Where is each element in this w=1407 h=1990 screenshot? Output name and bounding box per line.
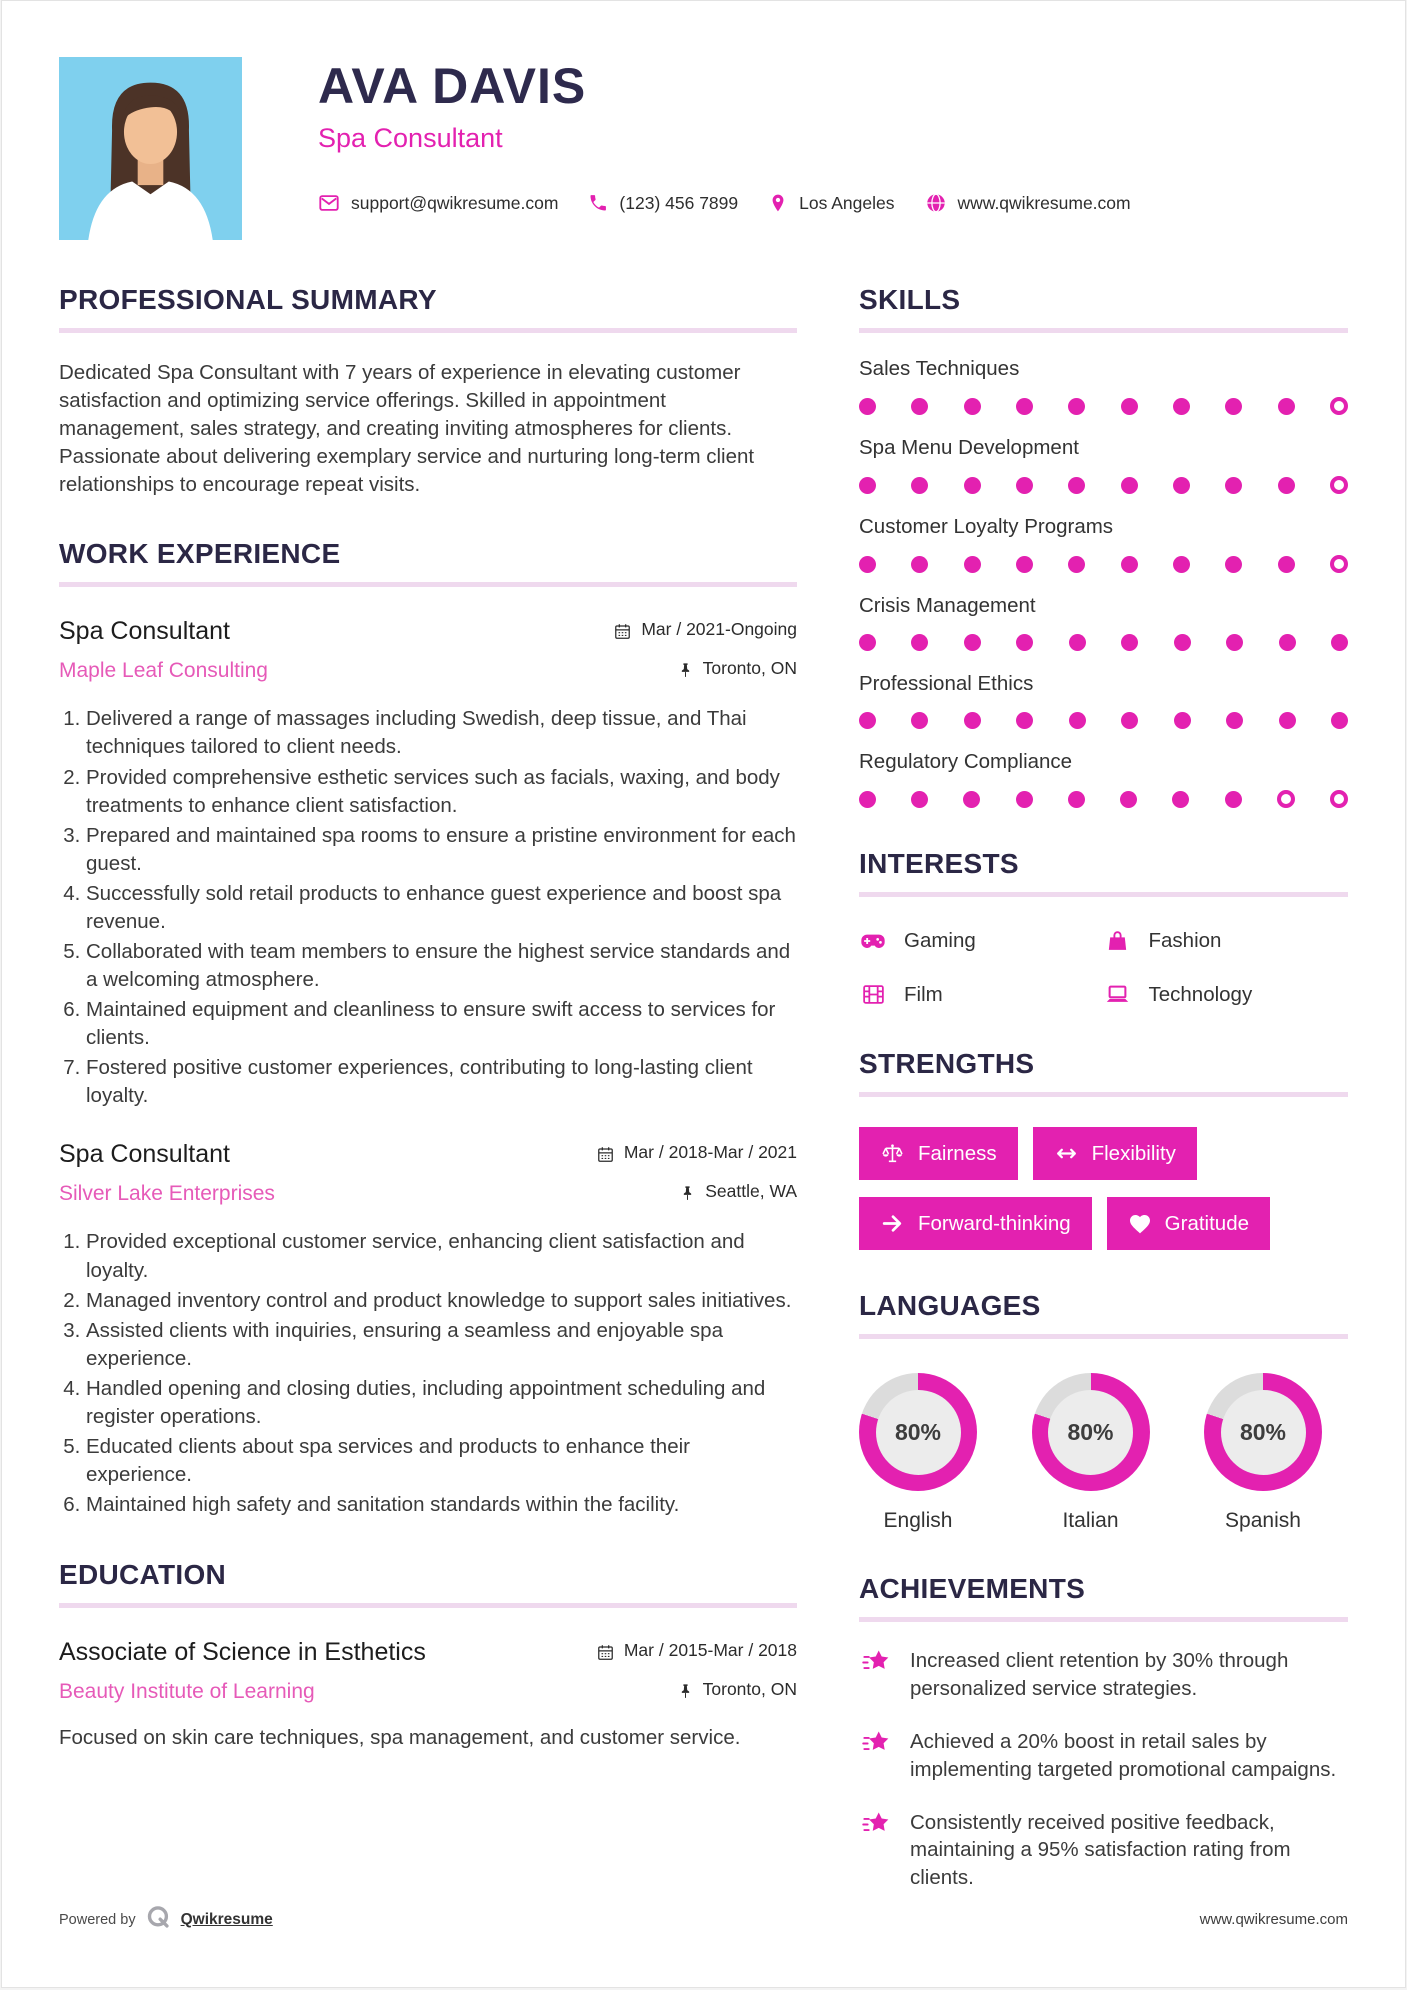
section-divider (859, 1334, 1348, 1339)
skill-dot (1016, 634, 1033, 651)
section-title-work: WORK EXPERIENCE (59, 538, 341, 570)
job-location-text: Toronto, ON (702, 658, 797, 679)
skill-dot (1121, 634, 1138, 651)
strength-badge (1033, 1127, 1197, 1180)
job-location (679, 1181, 797, 1202)
section-title-education: EDUCATION (59, 1559, 227, 1591)
education-dates (596, 1640, 797, 1661)
skill-name: Professional Ethics (859, 672, 1034, 695)
strengths-section (859, 1048, 1348, 1250)
language-donut (1032, 1373, 1150, 1491)
skill-dot (859, 791, 876, 808)
skill-dot (1279, 712, 1296, 729)
skill-dot (1174, 712, 1191, 729)
language-donut (1204, 1373, 1322, 1491)
gamepad-icon (859, 927, 887, 955)
strength-label: Gratitude (1164, 1211, 1249, 1235)
skill-dot (1226, 634, 1243, 651)
star-badge-icon (859, 1647, 893, 1703)
calendar-icon (596, 1643, 615, 1662)
skill-dot (1330, 476, 1348, 494)
skill-dot (1279, 634, 1296, 651)
skill-rating (859, 555, 1348, 573)
section-title-languages: LANGUAGES (859, 1290, 1041, 1321)
achievements-list (859, 1647, 1348, 1892)
company-name: Silver Lake Enterprises (59, 1182, 275, 1206)
email-icon (318, 192, 340, 214)
skill-dot (911, 398, 928, 415)
education-section (59, 1559, 797, 1752)
section-divider (859, 328, 1348, 333)
skill-item (859, 515, 1348, 573)
laptop-icon (1104, 981, 1132, 1008)
skill-dot (1278, 477, 1295, 494)
right-column (859, 284, 1348, 1932)
interest-item (1104, 927, 1349, 955)
contact-item (768, 193, 894, 214)
job-dates (596, 1142, 797, 1163)
education-location-text: Toronto, ON (702, 1679, 797, 1700)
qwikresume-logo-icon (145, 1904, 172, 1935)
skill-dot (1068, 398, 1085, 415)
skill-dot (1121, 398, 1138, 415)
skill-dot (1069, 712, 1086, 729)
section-divider (59, 582, 797, 587)
skill-dot (1331, 634, 1348, 651)
job-bullets (59, 1228, 797, 1519)
skill-rating (859, 790, 1348, 808)
achievement-item (859, 1728, 1348, 1784)
skill-dot (1121, 477, 1138, 494)
skill-dot (1277, 790, 1295, 808)
skill-dot (1121, 712, 1138, 729)
language-name: English (883, 1509, 953, 1532)
language-name: Italian (1062, 1509, 1119, 1532)
phone-icon (588, 193, 608, 213)
calendar-icon (596, 1145, 615, 1164)
star-badge-icon (859, 1809, 893, 1893)
skill-dot (911, 556, 928, 573)
profile-photo (59, 57, 242, 240)
person-name: AVA DAVIS (318, 58, 587, 114)
interest-label: Gaming (904, 929, 976, 952)
interests-section (859, 848, 1348, 1008)
skill-dot (859, 398, 876, 415)
skill-rating (859, 476, 1348, 494)
header (2, 1, 1405, 240)
language-item (1204, 1373, 1322, 1533)
skill-dot (964, 712, 981, 729)
achievement-text: Consistently received positive feedback, maintaining a 95% satisfaction rating from clients. (910, 1810, 1291, 1890)
skill-dot (1172, 791, 1189, 808)
contact-text: (123) 456 7899 (619, 192, 739, 213)
section-divider (859, 1617, 1348, 1622)
skill-name: Customer Loyalty Programs (859, 515, 1114, 538)
skill-dot (1225, 556, 1242, 573)
language-donut (859, 1373, 977, 1491)
skill-dot (964, 634, 981, 651)
skill-dot (1278, 556, 1295, 573)
job-bullet: 1. Provided exceptional customer service, enhancing client satisfaction and loyalty. (86, 1228, 797, 1284)
location-icon (768, 193, 788, 213)
calendar-icon (613, 622, 632, 641)
strength-badge (1107, 1197, 1270, 1250)
interest-item (1104, 981, 1349, 1008)
skill-dot (1330, 790, 1348, 808)
skill-dot (859, 556, 876, 573)
skill-item (859, 672, 1348, 729)
job-bullet: 5. Educated clients about spa services and products to enhance their experience. (86, 1433, 797, 1489)
skills-section (859, 284, 1348, 808)
skill-dot (1068, 556, 1085, 573)
skill-dot (963, 791, 980, 808)
job-bullet: 1. Delivered a range of massages including Swedish, deep tissue, and Thai techniques tailored to client needs. (86, 705, 797, 761)
star-badge-icon (859, 1728, 893, 1784)
left-column (59, 284, 797, 1932)
skill-dot (1226, 712, 1243, 729)
skill-dot (1068, 791, 1085, 808)
skill-name: Sales Techniques (859, 357, 1020, 380)
job-entry (59, 1140, 797, 1519)
language-item (859, 1373, 977, 1533)
powered-by-text: Powered by (59, 1911, 136, 1928)
skill-dot (1016, 712, 1033, 729)
contact-text: Los Angeles (799, 192, 895, 213)
skill-dot (1330, 397, 1348, 415)
qwikresume-link[interactable]: Qwikresume (180, 1910, 273, 1928)
section-title-strengths: STRENGTHS (859, 1048, 1035, 1079)
pushpin-icon (679, 1185, 696, 1202)
strength-badge (859, 1197, 1092, 1250)
skill-dot (964, 556, 981, 573)
job-title: Spa Consultant (59, 617, 230, 646)
section-divider (859, 1092, 1348, 1097)
job-dates-text: Mar / 2021-Ongoing (641, 619, 797, 640)
skill-dot (1016, 556, 1033, 573)
footer-website: www.qwikresume.com (1199, 1911, 1348, 1928)
skill-rating (859, 634, 1348, 651)
shopping-bag-icon (1104, 929, 1132, 954)
skill-dot (1121, 556, 1138, 573)
skill-dot (1225, 477, 1242, 494)
achievement-item (859, 1647, 1348, 1703)
skill-dot (1016, 398, 1033, 415)
job-bullet: 2. Managed inventory control and product knowledge to support sales initiatives. (86, 1287, 797, 1315)
summary-text: Dedicated Spa Consultant with 7 years of experience in elevating customer satisfaction and optimizing service offerings. Skilled in appointment management, sales strategy, and creating inviting atmospheres for clients. Passionate about delivering exemplary service and nurturing long-term client relationships to encourage repeat visits. (59, 361, 755, 496)
language-percent: 80% (1048, 1390, 1133, 1475)
interests-grid (859, 927, 1348, 1008)
job-bullet: 3. Prepared and maintained spa rooms to ensure a pristine environment for each guest. (86, 822, 797, 878)
work-section (59, 538, 797, 1519)
strength-label: Flexibility (1091, 1141, 1176, 1165)
skill-dot (964, 477, 981, 494)
contact-item (318, 192, 558, 214)
job-bullet: 4. Successfully sold retail products to enhance guest experience and boost spa revenue. (86, 880, 797, 936)
job-bullet: 7. Fostered positive customer experiences, contributing to long-lasting client loyalty. (86, 1054, 797, 1110)
skill-item (859, 594, 1348, 651)
section-title-summary: PROFESSIONAL SUMMARY (59, 284, 437, 315)
resume-page (1, 0, 1406, 1988)
job-bullets (59, 705, 797, 1110)
languages-section (859, 1290, 1348, 1533)
interest-label: Technology (1148, 982, 1253, 1006)
skill-dot (1068, 477, 1085, 494)
skill-dot (1173, 477, 1190, 494)
strength-badge (859, 1127, 1018, 1180)
skill-dot (964, 398, 981, 415)
contact-item (925, 192, 1131, 214)
section-divider (859, 892, 1348, 897)
job-bullet: 2. Provided comprehensive esthetic services such as facials, waxing, and body treatments to enhance client satisfaction. (86, 764, 797, 820)
achievement-text: Achieved a 20% boost in retail sales by implementing targeted promotional campaigns. (910, 1729, 1337, 1781)
skill-dot (1069, 634, 1086, 651)
heart-icon (1128, 1212, 1152, 1236)
skill-name: Regulatory Compliance (859, 750, 1073, 773)
achievements-section (859, 1573, 1348, 1892)
languages-list (859, 1373, 1348, 1533)
company-name: Maple Leaf Consulting (59, 659, 268, 683)
interest-label: Film (904, 982, 943, 1006)
skill-dot (1225, 791, 1242, 808)
language-percent: 80% (876, 1390, 961, 1475)
skill-rating (859, 712, 1348, 729)
avatar-illustration (59, 57, 242, 240)
right-arrow-icon (880, 1211, 905, 1236)
contact-text: www.qwikresume.com (957, 192, 1131, 213)
skill-dot (859, 712, 876, 729)
section-divider (59, 1603, 797, 1608)
job-bullet: 6. Maintained equipment and cleanliness to ensure swift access to services for clients. (86, 996, 797, 1052)
skill-dot (1331, 712, 1348, 729)
skill-dot (1174, 634, 1191, 651)
skill-dot (1225, 398, 1242, 415)
skill-dot (1330, 555, 1348, 573)
job-role: Spa Consultant (318, 123, 503, 153)
job-location-text: Seattle, WA (705, 1181, 797, 1202)
education-description: Focused on skin care techniques, spa management, and customer service. (59, 1726, 741, 1750)
skill-dot (1016, 791, 1033, 808)
left-right-arrow-icon (1054, 1141, 1079, 1166)
degree-title: Associate of Science in Esthetics (59, 1638, 426, 1667)
strength-label: Fairness (918, 1141, 997, 1165)
skill-dot (1173, 398, 1190, 415)
film-icon (859, 982, 887, 1007)
language-name: Spanish (1225, 1509, 1301, 1532)
pushpin-icon (677, 662, 694, 679)
strength-label: Forward-thinking (918, 1211, 1071, 1235)
job-dates (613, 619, 797, 640)
interest-label: Fashion (1148, 929, 1222, 952)
skills-list (859, 357, 1348, 808)
education-dates-text: Mar / 2015-Mar / 2018 (623, 1640, 797, 1661)
achievement-item (859, 1809, 1348, 1893)
section-divider (59, 328, 797, 333)
contact-row (318, 192, 1161, 214)
job-bullet: 4. Handled opening and closing duties, including appointment scheduling and register operations. (86, 1375, 797, 1431)
language-percent: 80% (1221, 1390, 1306, 1475)
skill-name: Spa Menu Development (859, 436, 1079, 459)
skill-rating (859, 397, 1348, 415)
interest-item (859, 981, 1104, 1008)
interest-item (859, 927, 1104, 955)
skill-item (859, 357, 1348, 415)
scales-icon (880, 1141, 905, 1166)
contact-text: support@qwikresume.com (351, 192, 559, 213)
section-title-interests: INTERESTS (859, 848, 1019, 879)
skill-dot (1016, 477, 1033, 494)
pushpin-icon (677, 1683, 694, 1700)
skill-dot (911, 791, 928, 808)
education-entry (59, 1638, 797, 1752)
job-dates-text: Mar / 2018-Mar / 2021 (623, 1142, 797, 1163)
job-bullet: 5. Collaborated with team members to ensure the highest service standards and a welcoming atmosphere. (86, 938, 797, 994)
skill-name: Crisis Management (859, 594, 1036, 617)
education-location (677, 1679, 797, 1700)
skill-item (859, 750, 1348, 808)
header-info (318, 57, 1161, 240)
summary-section (59, 284, 797, 498)
skill-dot (1278, 398, 1295, 415)
section-title-skills: SKILLS (859, 284, 961, 315)
skill-dot (1173, 556, 1190, 573)
section-title-achievements: ACHIEVEMENTS (859, 1573, 1086, 1604)
job-title: Spa Consultant (59, 1140, 230, 1169)
job-entry (59, 617, 797, 1110)
skill-dot (859, 477, 876, 494)
skill-dot (1120, 791, 1137, 808)
strengths-list (859, 1127, 1348, 1250)
achievement-text: Increased client retention by 30% through personalized service strategies. (910, 1649, 1289, 1700)
job-location (677, 658, 797, 679)
skill-item (859, 436, 1348, 494)
footer (59, 1904, 1348, 1935)
skill-dot (911, 477, 928, 494)
language-item (1032, 1373, 1150, 1533)
job-bullet: 3. Assisted clients with inquiries, ensuring a seamless and enjoyable spa experience. (86, 1317, 797, 1373)
skill-dot (859, 634, 876, 651)
powered-by (59, 1904, 273, 1935)
job-bullet: 6. Maintained high safety and sanitation standards within the facility. (86, 1491, 797, 1519)
main-content (2, 240, 1405, 1932)
skill-dot (911, 634, 928, 651)
skill-dot (911, 712, 928, 729)
globe-icon (925, 192, 947, 214)
contact-item (588, 193, 738, 214)
school-name: Beauty Institute of Learning (59, 1680, 315, 1704)
